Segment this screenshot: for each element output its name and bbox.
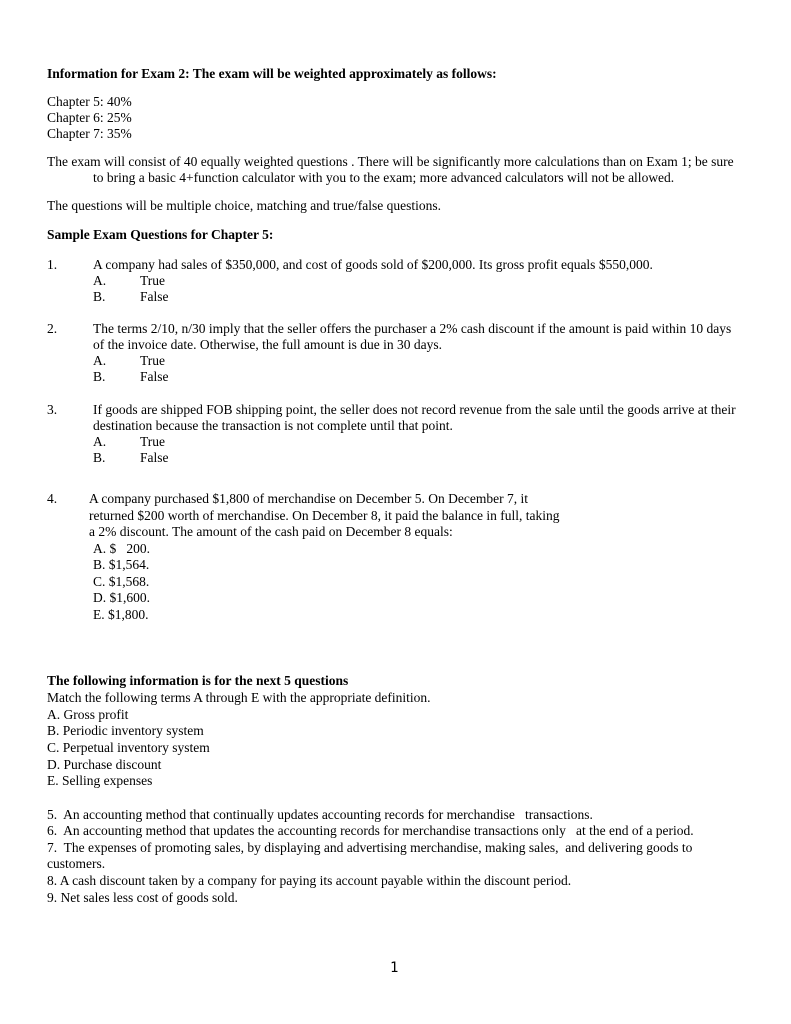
exam-format-note: The questions will be multiple choice, matching and true/false questions.: [47, 198, 442, 213]
question-text: A company purchased $1,800 of merchandise on December 5. On December 7, it: [89, 491, 528, 506]
matching-item: 6. An accounting method that updates the accounting records for merchandise transactions only at the end of a period.: [47, 823, 694, 838]
question-number: 1.: [47, 257, 58, 272]
answer-choice: C. $1,568.: [93, 574, 150, 589]
answer-choice: E. $1,800.: [93, 607, 149, 622]
option-letter: A.: [93, 353, 107, 368]
question-text: a 2% discount. The amount of the cash paid on December 8 equals:: [89, 524, 453, 539]
page-number: 1: [390, 960, 399, 976]
answer-choice: B. $1,564.: [93, 557, 150, 572]
question-number: 3.: [47, 402, 58, 417]
exam-info-title: Information for Exam 2: The exam will be weighted approximately as follows:: [47, 66, 497, 81]
option-letter: B.: [93, 369, 106, 384]
option-text: False: [140, 450, 169, 465]
question-number: 2.: [47, 321, 58, 336]
option-letter: A.: [93, 434, 107, 449]
exam-intro-line: The exam will consist of 40 equally weighted questions . There will be significantly more calculations than on Exam 1; be sure: [47, 154, 734, 169]
option-text: True: [140, 434, 166, 449]
question-text: A company had sales of $350,000, and cost of goods sold of $200,000. Its gross profit equals $550,000.: [93, 257, 653, 272]
question-text: The terms 2/10, n/30 imply that the seller offers the purchaser a 2% cash discount if the amount is paid within 10 days: [93, 321, 732, 336]
answer-choice: A. $ 200.: [93, 541, 150, 556]
chapter-weight: Chapter 6: 25%: [47, 110, 132, 125]
option-letter: A.: [93, 273, 107, 288]
option-text: True: [140, 273, 166, 288]
matching-item: customers.: [47, 856, 106, 871]
question-text: If goods are shipped FOB shipping point, the seller does not record revenue from the sale until the goods arrive at their: [93, 402, 736, 417]
question-text: of the invoice date. Otherwise, the full amount is due in 30 days.: [93, 337, 443, 352]
matching-term: A. Gross profit: [47, 707, 129, 722]
sample-questions-heading: Sample Exam Questions for Chapter 5:: [47, 227, 274, 242]
option-text: False: [140, 289, 169, 304]
matching-term: C. Perpetual inventory system: [47, 740, 210, 755]
question-text: returned $200 worth of merchandise. On December 8, it paid the balance in full, taking: [89, 508, 560, 523]
matching-term: D. Purchase discount: [47, 757, 162, 772]
exam-intro-line: to bring a basic 4+function calculator with you to the exam; more advanced calculators will not be allowed.: [93, 170, 675, 185]
matching-item: 8. A cash discount taken by a company for paying its account payable within the discount period.: [47, 873, 572, 888]
option-text: False: [140, 369, 169, 384]
matching-instruction: Match the following terms A through E with the appropriate definition.: [47, 690, 431, 705]
question-number: 4.: [47, 491, 58, 506]
question-text: destination because the transaction is not complete until that point.: [93, 418, 453, 433]
matching-item: 5. An accounting method that continually updates accounting records for merchandise transactions.: [47, 807, 593, 822]
matching-term: B. Periodic inventory system: [47, 723, 204, 738]
matching-item: 7. The expenses of promoting sales, by displaying and advertising merchandise, making sales, and delivering goods to: [47, 840, 693, 855]
matching-term: E. Selling expenses: [47, 773, 153, 788]
option-letter: B.: [93, 450, 106, 465]
option-letter: B.: [93, 289, 106, 304]
chapter-weight: Chapter 5: 40%: [47, 94, 132, 109]
answer-choice: D. $1,600.: [93, 590, 150, 605]
chapter-weight: Chapter 7: 35%: [47, 126, 132, 141]
matching-heading: The following information is for the next 5 questions: [47, 673, 349, 688]
option-text: True: [140, 353, 166, 368]
matching-item: 9. Net sales less cost of goods sold.: [47, 890, 238, 905]
